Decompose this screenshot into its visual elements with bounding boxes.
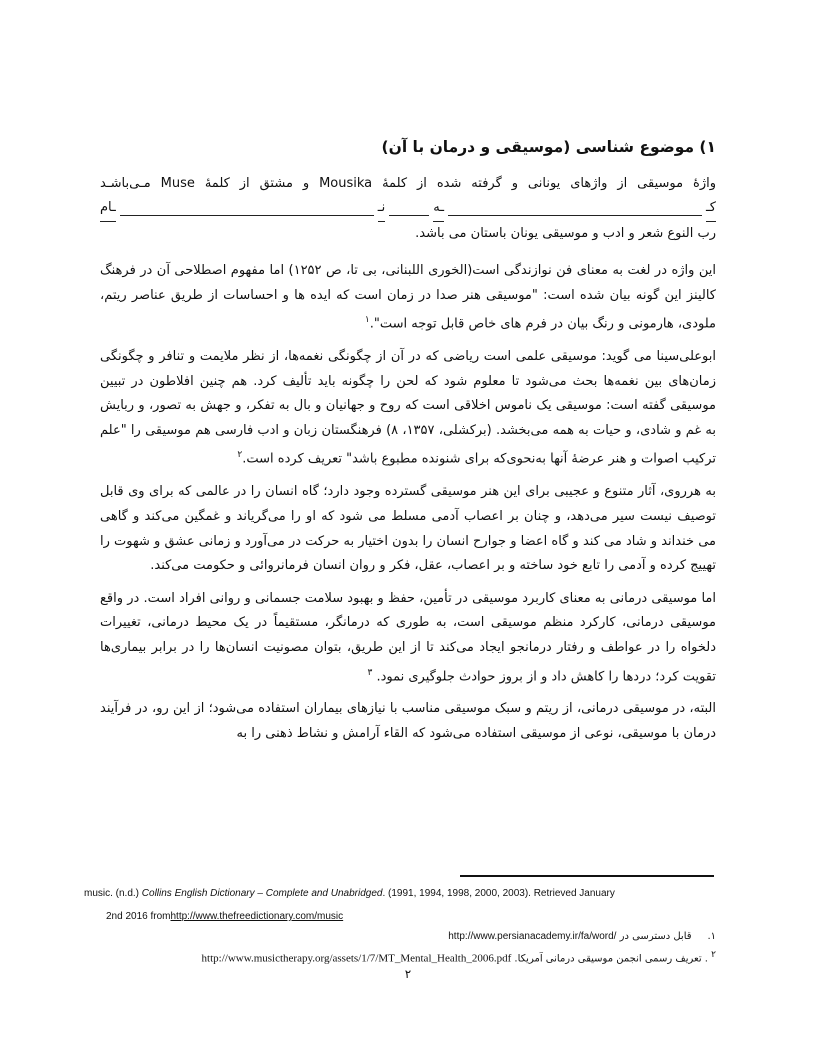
- footnote-2: [100, 946, 716, 968]
- main-body: [100, 259, 716, 755]
- footnote-ref[interactable]: ۳: [367, 667, 373, 678]
- paragraph-text: ابوعلی‌سینا می گوید: موسیقی علمی است ریاضی که در آن از چگونگی نغمه‌ها، از نظر ملایمت و تنافر و چگونگی زمان‌های بین نغمه‌ها بحث می‌شود تا معلوم شود که لحن را چگونه باید تألیف کرد. هم چنین افلاطون در تبیین موسیقی گفته است: موسیقی یک ناموس اخلاقی است که روح و جهانیان و بال به تفکر، و جهش به تصور، و ربایش به غم و شادی، و حیات به همه می‌بخشد. (برکشلی، ۱۳۵۷، ۸) فرهنگستان زبان و ادب فارسی هم موسیقی را "علم ترکیب اصوات و هنر عرضهٔ آنها به‌نحوی‌که برای شنونده مطبوع باشد" تعریف کرده است.: [100, 349, 716, 467]
- intro-line-1-text: واژهٔ موسیقی از واژهای یونانی و گرفته شده از کلمهٔ Mousika و مشتق از کلمهٔ Muse مـی‌باشـد: [100, 176, 717, 192]
- paragraph-definition: [100, 259, 716, 337]
- footnote-2-text: . تعریف رسمی انجمن موسیقی درمانی آمریکا.: [514, 953, 708, 965]
- paragraph-avicenna: [100, 345, 716, 472]
- paragraph-music-therapy: [100, 587, 716, 690]
- intro-line-2: [100, 197, 716, 222]
- footnote-1-text: قابل دسترسی در: [619, 931, 692, 942]
- footnote-1: ۱. قابل دسترسی در http://www.persianacademy.ir/fa/word/: [448, 931, 716, 942]
- citation-link[interactable]: http://www.thefreedictionary.com/music: [170, 911, 344, 922]
- citation-title: Collins English Dictionary – Complete and Unabridged: [141, 888, 383, 899]
- intro-line-2-rule-c: [120, 215, 374, 216]
- intro-line-2-start: کـ: [706, 196, 716, 222]
- intro-line-1: [100, 172, 716, 197]
- footnote-2-url[interactable]: http://www.musictherapy.org/assets/1/7/MT_Mental_Health_2006.pdf: [201, 952, 512, 965]
- intro-line-2-rule-b: [389, 215, 429, 216]
- citation-line-2: [84, 905, 706, 928]
- footnote-1-number: ۱: [710, 931, 716, 942]
- paragraph-text: این واژه در لغت به معنای فن نوازندگی است(الخوری اللبنانی، بی تا، ص ۱۲۵۲) اما مفهوم اصطلاحی آن در فرهنگ کالینز این گونه بیان شده است: "موسیقی هنر صدا در زمان است که ایده ها و احساسات از طریق عناصر ریتم، ملودی، هارمونی و رنگ بیان در فرم های خاص قابل توجه است".: [100, 263, 717, 332]
- section-heading: ۱) موضوع شناسی (موسیقی و درمان با آن): [381, 138, 716, 156]
- paragraph-text: البته، در موسیقی درمانی، از ریتم و سبک موسیقی مناسب با نیازهای بیماران استفاده می‌شود؛ از این رو، در فرآیند درمان با موسیقی، نوعی از موسیقی استفاده می‌شود که القاء آرامش و نشاط ذهنی را به: [100, 701, 716, 742]
- paragraph-text: به هرروی، آثار متنوع و عجیبی برای این هنر موسیقی گسترده وجود دارد؛ گاه انسان را در عالمی که برای وی قابل توصیف نیست سیر می‌دهد، و چنان بر اعصاب آدمی مسلط می شود که او را می‌گریاند و غمگین می‌کند و گاهی می خنداند و شاد می کند و گاه اعضا و جوارح انسان را بدون اختیار به حرکت در می‌آورد و زمانی عشق و شهوت را تهییج کرده و آدمی را تابع خود ساخته و بر اعصاب، عقل، فکر و روان انسان فرمانروائی و حکومت می‌کند.: [100, 484, 716, 574]
- citation-line-1: [84, 882, 706, 905]
- page-number: ۲: [404, 967, 412, 981]
- footnote-ref[interactable]: ۲: [237, 450, 243, 461]
- footnote-ref[interactable]: ۱: [364, 315, 370, 326]
- intro-line-2-rule-a: [448, 215, 702, 216]
- footnote-1-url[interactable]: http://www.persianacademy.ir/fa/word/: [448, 931, 617, 942]
- intro-line-3-text: رب النوع شعر و ادب و موسیقی یونان باستان می باشد.: [415, 226, 716, 242]
- paragraph-therapy-process: [100, 697, 716, 746]
- paragraph-effects: [100, 480, 716, 578]
- citation-retrieved: 2nd 2016 from: [106, 911, 171, 922]
- citation-prefix: music. (n.d.): [84, 888, 142, 899]
- intro-line-2-end: ـام: [100, 196, 116, 222]
- footnote-english-citation: [84, 882, 706, 928]
- intro-line-2-mid1: ـه: [433, 196, 444, 222]
- intro-line-2-mid2: نـ: [378, 196, 385, 222]
- intro-paragraph: [100, 172, 716, 247]
- footnote-separator: [460, 875, 714, 877]
- citation-years: . (1991, 1994, 1998, 2000, 2003). Retrieved January: [382, 888, 615, 899]
- paragraph-text: اما موسیقی درمانی به معنای کاربرد موسیقی در تأمین، حفظ و بهبود سلامت جسمانی و روانی افراد است. در واقع موسیقی درمانی، کارکرد منظم موسیقی است، به طوری که درمانگر، مستقیماً در یک محیط درمانی، تغییرات دلخواه را در عواطف و رفتار درمانجو ایجاد می‌کند تا از این طریق، بتوان مصونیت انسان‌ها را در برابر بیماری‌ها تقویت کرد؛ دردها را کاهش داد و از بروز حوادث جلوگیری نمود.: [100, 590, 716, 684]
- intro-line-3: [100, 222, 716, 247]
- footnote-2-number: ۲: [711, 950, 716, 960]
